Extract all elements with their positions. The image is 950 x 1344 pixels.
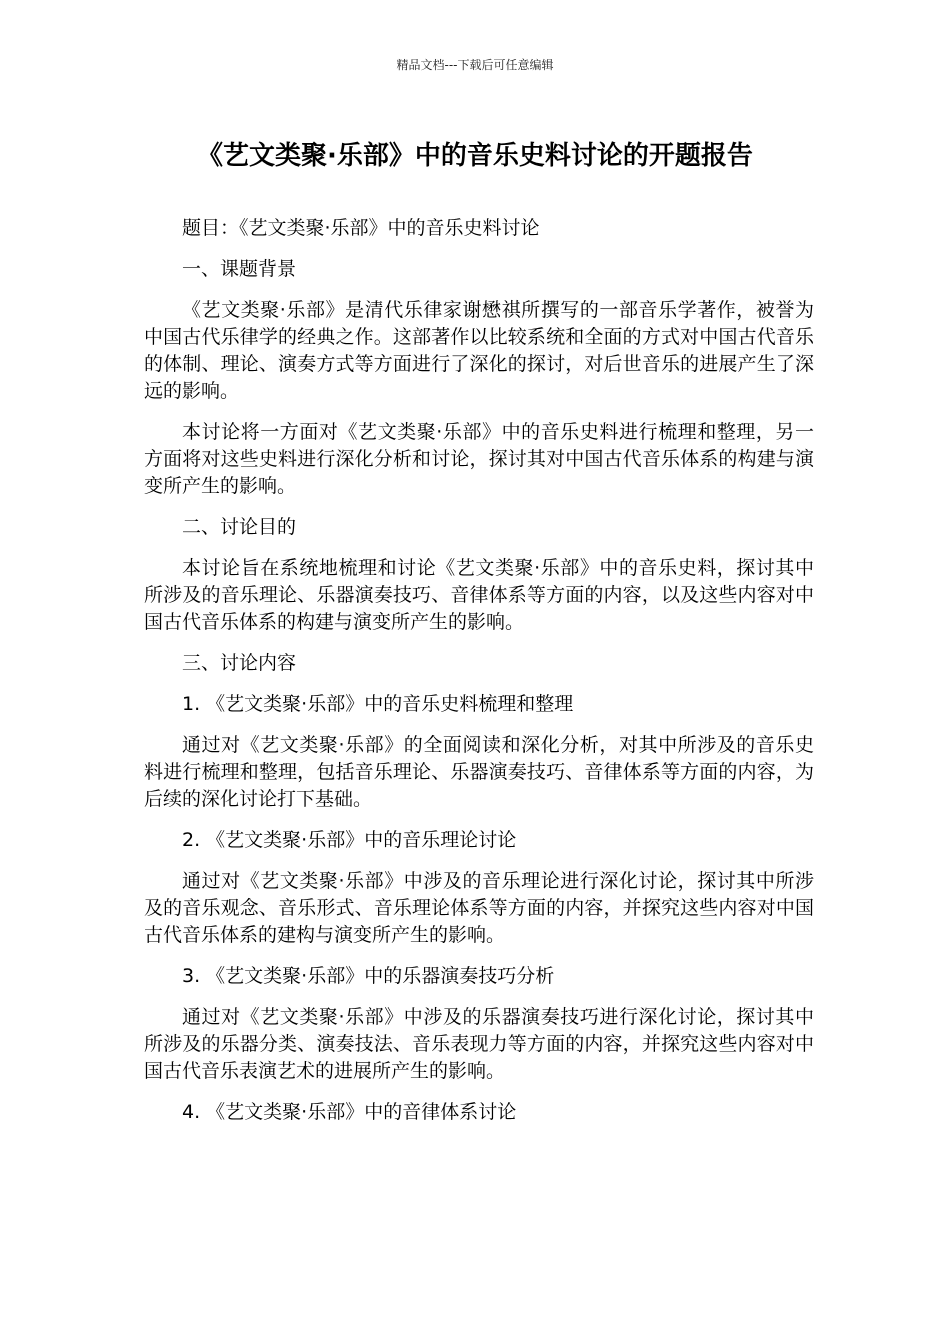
subheading-2: 2. 《艺文类聚·乐部》中的音乐理论讨论 bbox=[182, 829, 517, 851]
section-heading-content: 三、讨论内容 bbox=[182, 652, 297, 674]
paragraph-background-2: 本讨论将一方面对《艺文类聚·乐部》中的音乐史料进行梳理和整理，另一方面将对这些史料进行深化分析和讨论，探讨其对中国古代音乐体系的构建与演变所产生的影响。 bbox=[144, 421, 814, 497]
subheading-1: 1. 《艺文类聚·乐部》中的音乐史料梳理和整理 bbox=[182, 693, 574, 715]
document-body bbox=[144, 215, 814, 1140]
paragraph-content-2: 通过对《艺文类聚·乐部》中涉及的音乐理论进行深化讨论，探讨其中所涉及的音乐观念、音乐形式、音乐理论体系等方面的内容，并探究这些内容对中国古代音乐体系的建构与演变所产生的影响。 bbox=[144, 870, 814, 946]
subheading-4: 4. 《艺文类聚·乐部》中的音律体系讨论 bbox=[182, 1101, 517, 1123]
paragraph-background-1: 《艺文类聚·乐部》是清代乐律家谢懋祺所撰写的一部音乐学著作，被誉为中国古代乐律学的经典之作。这部著作以比较系统和全面的方式对中国古代音乐的体制、理论、演奏方式等方面进行了深化的探讨，对后世音乐的进展产生了深远的影响。 bbox=[144, 299, 814, 402]
paragraph-content-1: 通过对《艺文类聚·乐部》的全面阅读和深化分析，对其中所涉及的音乐史料进行梳理和整理，包括音乐理论、乐器演奏技巧、音律体系等方面的内容，为后续的深化讨论打下基础。 bbox=[144, 734, 814, 810]
paragraph-content-3: 通过对《艺文类聚·乐部》中涉及的乐器演奏技巧进行深化讨论，探讨其中所涉及的乐器分类、演奏技法、音乐表现力等方面的内容，并探究这些内容对中国古代音乐表演艺术的进展所产生的影响。 bbox=[144, 1006, 814, 1082]
header-note: 精品文档---下载后可任意编辑 bbox=[396, 58, 554, 72]
document-title: 《艺文类聚·乐部》中的音乐史料讨论的开题报告 bbox=[197, 141, 753, 171]
subheading-3: 3. 《艺文类聚·乐部》中的乐器演奏技巧分析 bbox=[182, 965, 555, 987]
section-heading-purpose: 二、讨论目的 bbox=[182, 516, 297, 538]
section-heading-background: 一、课题背景 bbox=[182, 258, 297, 280]
topic-line: 题目：《艺文类聚·乐部》中的音乐史料讨论 bbox=[182, 217, 540, 239]
paragraph-purpose: 本讨论旨在系统地梳理和讨论《艺文类聚·乐部》中的音乐史料，探讨其中所涉及的音乐理论、乐器演奏技巧、音律体系等方面的内容，以及这些内容对中国古代音乐体系的构建与演变所产生的影响。 bbox=[144, 557, 814, 633]
